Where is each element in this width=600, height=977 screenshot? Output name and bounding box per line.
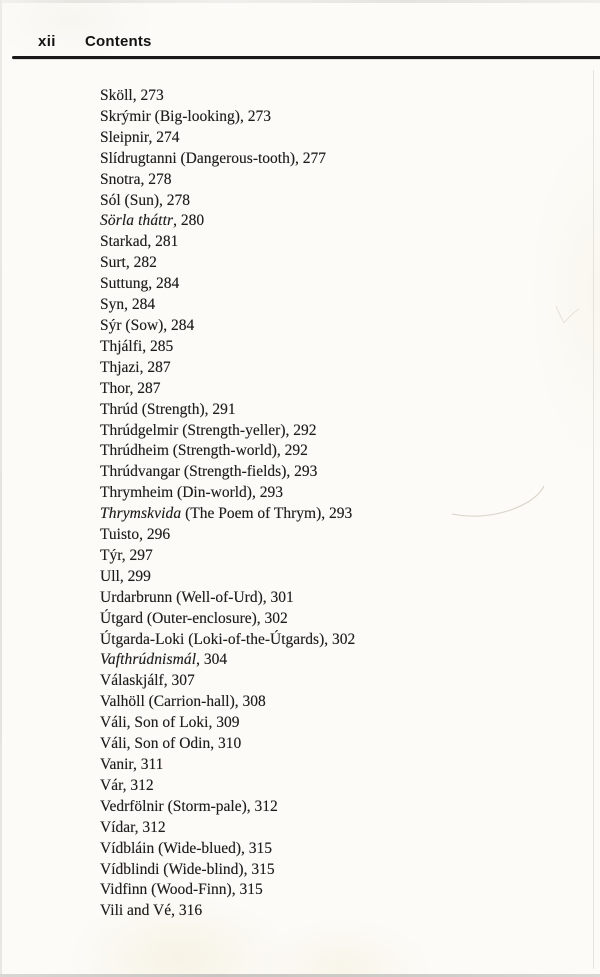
toc-entry: Sól (Sun), 278 bbox=[100, 191, 190, 209]
toc-entry: Vídbláin (Wide-blued), 315 bbox=[100, 839, 272, 857]
toc-entry: Surt, 282 bbox=[100, 254, 157, 272]
toc-entry: Thrúdheim (Strength-world), 292 bbox=[100, 442, 308, 460]
toc-entry: Váli, Son of Odin, 310 bbox=[100, 735, 242, 753]
toc-entry: Thjazi, 287 bbox=[100, 358, 171, 376]
running-head-title: Contents bbox=[85, 33, 152, 50]
toc-entry: Thrymheim (Din-world), 293 bbox=[100, 484, 283, 502]
toc-entry: Sörla tháttr, 280 bbox=[100, 212, 205, 230]
toc-entry: Starkad, 281 bbox=[100, 233, 179, 251]
toc-entry: Thrúdvangar (Strength-fields), 293 bbox=[100, 463, 318, 481]
toc-entry: Vedrfölnir (Storm-pale), 312 bbox=[100, 797, 278, 815]
scan-edge-right bbox=[593, 70, 594, 969]
toc-entry: Slídrugtanni (Dangerous-tooth), 277 bbox=[100, 149, 327, 167]
toc-entry: Sleipnir, 274 bbox=[100, 128, 180, 146]
folio-page-number: xii bbox=[38, 33, 56, 50]
toc-entry: Thrymskvida (The Poem of Thrym), 293 bbox=[100, 505, 353, 523]
toc-entry: Vídblindi (Wide-blind), 315 bbox=[100, 860, 275, 878]
toc-entry: Thor, 287 bbox=[100, 379, 161, 397]
toc-entry: Skrýmir (Big-looking), 273 bbox=[100, 107, 271, 125]
toc-entry: Vidfinn (Wood-Finn), 315 bbox=[100, 881, 263, 899]
header-rule bbox=[12, 56, 600, 59]
contents-list bbox=[100, 86, 580, 922]
toc-entry: Týr, 297 bbox=[100, 546, 153, 564]
toc-entry: Ull, 299 bbox=[100, 567, 151, 585]
toc-entry: Thjálfi, 285 bbox=[100, 337, 174, 355]
toc-entry: Thrúdgelmir (Strength-yeller), 292 bbox=[100, 421, 317, 439]
toc-entry: Vili and Vé, 316 bbox=[100, 902, 203, 920]
scan-edge-top bbox=[0, 0, 600, 3]
toc-entry: Thrúd (Strength), 291 bbox=[100, 400, 236, 418]
toc-entry: Sýr (Sow), 284 bbox=[100, 316, 195, 334]
toc-entry: Vafthrúdnismál, 304 bbox=[100, 651, 228, 669]
toc-entry: Útgarda-Loki (Loki-of-the-Útgards), 302 bbox=[100, 630, 356, 648]
toc-entry: Válaskjálf, 307 bbox=[100, 672, 195, 690]
toc-entry: Tuisto, 296 bbox=[100, 526, 171, 544]
toc-entry: Syn, 284 bbox=[100, 296, 156, 314]
toc-entry: Suttung, 284 bbox=[100, 275, 180, 293]
toc-entry: Vár, 312 bbox=[100, 776, 154, 794]
toc-entry: Snotra, 278 bbox=[100, 170, 172, 188]
toc-entry: Vídar, 312 bbox=[100, 818, 166, 836]
toc-entry: Urdarbrunn (Well-of-Urd), 301 bbox=[100, 588, 294, 606]
toc-entry: Valhöll (Carrion-hall), 308 bbox=[100, 693, 266, 711]
toc-entry: Útgard (Outer-enclosure), 302 bbox=[100, 609, 288, 627]
toc-entry: Váli, Son of Loki, 309 bbox=[100, 714, 240, 732]
scan-edge-left bbox=[0, 0, 2, 977]
toc-entry: Vanir, 311 bbox=[100, 756, 164, 773]
toc-entry: Sköll, 273 bbox=[100, 87, 164, 104]
